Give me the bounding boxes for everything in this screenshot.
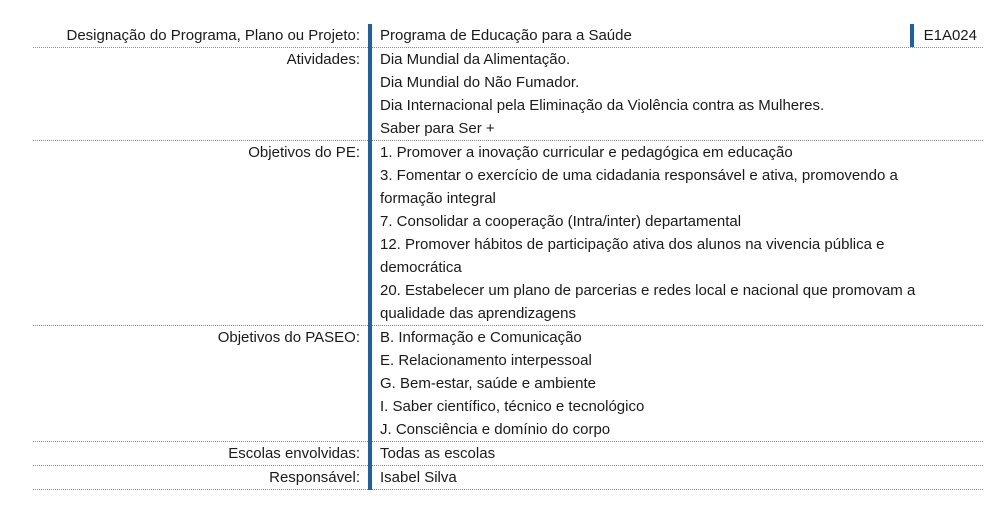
responsavel-label: Responsável: — [33, 466, 370, 490]
programa-label: Designação do Programa, Plano ou Projeto: — [33, 24, 370, 48]
atividade-item: Dia Mundial da Alimentação. — [380, 51, 571, 68]
programa-value: Programa de Educação para a Saúde — [380, 27, 632, 44]
objetivo-paseo-item: I. Saber científico, técnico e tecnológico — [380, 398, 645, 415]
atividade-item: Dia Mundial do Não Fumador. — [380, 74, 580, 91]
row-objetivos-paseo — [33, 326, 983, 442]
row-programa — [33, 24, 983, 48]
atividade-item: Saber para Ser + — [380, 120, 495, 137]
objetivo-pe-line: formação integral — [380, 190, 496, 207]
programa-code: E1A024 — [910, 24, 977, 47]
escolas-label: Escolas envolvidas: — [33, 442, 370, 466]
escolas-value: Todas as escolas — [370, 442, 983, 466]
atividade-item: Dia Internacional pela Eliminação da Violência contra as Mulheres. — [380, 97, 825, 114]
row-responsavel — [33, 466, 983, 490]
atividades-label: Atividades: — [33, 48, 370, 141]
objetivo-pe-line: 7. Consolidar a cooperação (Intra/inter) departamental — [380, 213, 742, 230]
objetivo-pe-line: 12. Promover hábitos de participação ativa dos alunos na vivencia pública e — [380, 236, 885, 253]
objetivo-paseo-item: E. Relacionamento interpessoal — [380, 352, 592, 369]
row-atividades — [33, 48, 983, 141]
objetivos-paseo-label: Objetivos do PASEO: — [33, 326, 370, 442]
objetivo-pe-line: qualidade das aprendizagens — [380, 305, 576, 322]
responsavel-value: Isabel Silva — [370, 466, 983, 490]
row-objetivos-pe — [33, 141, 983, 326]
objetivo-paseo-item: G. Bem-estar, saúde e ambiente — [380, 375, 596, 392]
objetivos-pe-label: Objetivos do PE: — [33, 141, 370, 326]
objetivos-pe-list — [370, 141, 983, 326]
objetivo-paseo-item: B. Informação e Comunicação — [380, 329, 582, 346]
objetivo-pe-line: 3. Fomentar o exercício de uma cidadania responsável e ativa, promovendo a — [380, 167, 898, 184]
objetivo-paseo-item: J. Consciência e domínio do corpo — [380, 421, 611, 438]
programa-value-cell — [370, 24, 983, 48]
objetivos-paseo-list — [370, 326, 983, 442]
atividades-list — [370, 48, 983, 141]
objetivo-pe-line: 20. Estabelecer um plano de parcerias e redes local e nacional que promovam a — [380, 282, 916, 299]
objetivo-pe-line: democrática — [380, 259, 462, 276]
row-escolas — [33, 442, 983, 466]
objetivo-pe-line: 1. Promover a inovação curricular e pedagógica em educação — [380, 144, 793, 161]
project-form-table — [33, 24, 983, 490]
